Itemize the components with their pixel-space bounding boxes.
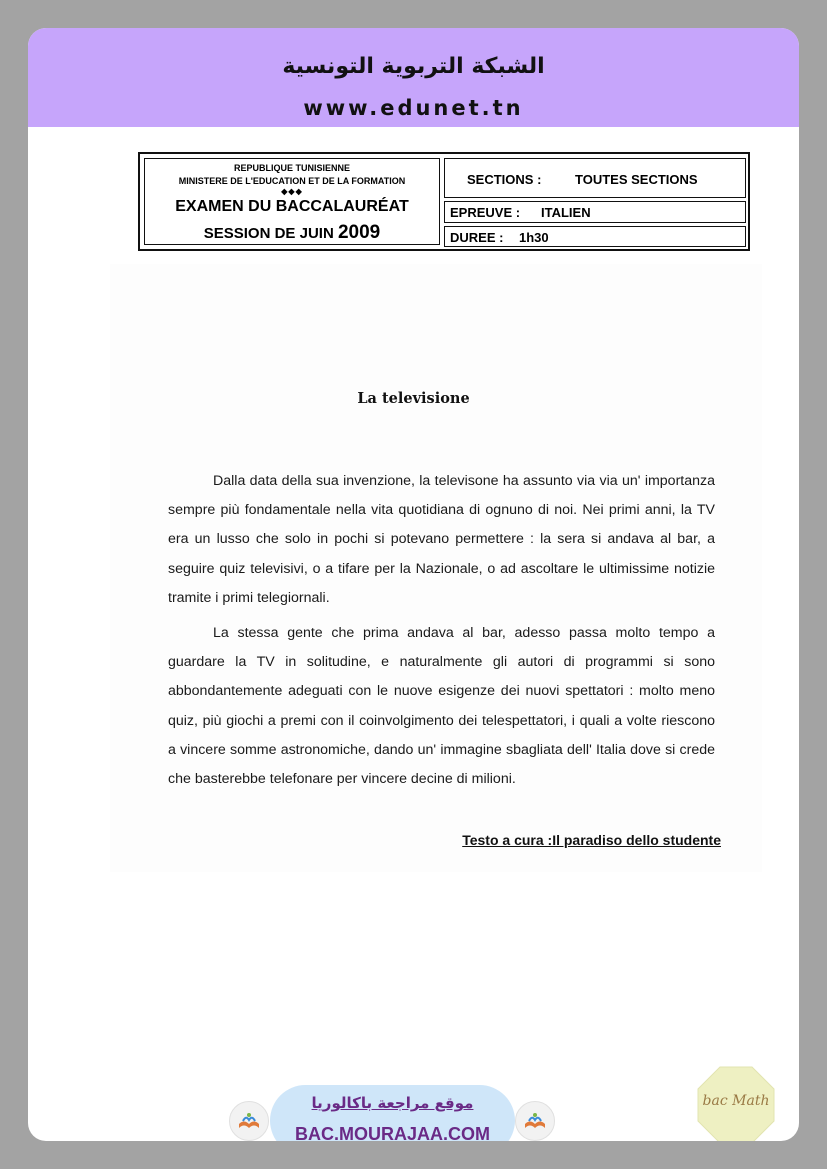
duree-label: DUREE : (450, 230, 504, 245)
epreuve-label: EPREUVE : (450, 205, 521, 220)
footer-url-link[interactable]: BAC.MOURAJAA.COM (295, 1124, 490, 1141)
republic-label: REPUBLIQUE TUNISIENNE (233, 163, 350, 173)
book-logo-icon (229, 1101, 269, 1141)
site-banner (28, 28, 799, 127)
banner-arabic-title: الشبكة التربوية التونسية (282, 54, 545, 79)
sections-label: SECTIONS : (467, 172, 542, 187)
session-year: 2009 (337, 222, 381, 243)
duree-value: 1h30 (519, 230, 549, 245)
session-label: SESSION DE JUIN (203, 225, 334, 242)
sections-cell (444, 158, 746, 198)
book-logo-icon (515, 1101, 555, 1141)
badge-text: bac Math (702, 1093, 770, 1109)
ministry-label: MINISTERE DE L'EDUCATION ET DE LA FORMATION (178, 176, 406, 186)
footer-arabic-link[interactable]: موقع مراجعة باكالوريا (311, 1094, 474, 1112)
exam-name: EXAMEN DU BACCALAURÉAT (175, 198, 409, 215)
exam-header-institution (144, 158, 440, 245)
paragraph-2: La stessa gente che prima andava al bar, adesso passa molto tempo a guardare la TV in solitudine, e naturalmente gli autori di programmi si sono abbondantemente adeguati con le nuove esigenze dei nuovi spettatori : molto meno quiz, più giochi a premi con il coinvolgimento dei telespettatori, i quali a volte riescono a vincere somme astronomiche, dando un' immagine sbagliata dell' Italia dove si crede che basterebbe telefonare per vincere decine di milioni. (168, 625, 715, 788)
paragraph-1: Dalla data della sua invenzione, la televisone ha assunto via via un' importanza sempre più fondamentale nella vita quotidiana di ognuno di noi. Nei primi anni, la TV era un lusso che solo in pochi si potevano permettere : la sera si andava al bar, a seguire quiz televisivi, o a tifare per la Nazionale, o ad ascoltare le ultimissime notizie tramite i primi telegiornali. (168, 473, 715, 606)
duree-cell (444, 226, 746, 247)
session-line (145, 222, 439, 244)
page-sheet (28, 28, 799, 1141)
exam-header-table (138, 152, 750, 251)
epreuve-cell (444, 201, 746, 223)
sections-value: TOUTES SECTIONS (575, 172, 698, 187)
source-credit: Testo a cura :Il paradiso dello studente (462, 832, 721, 848)
document-title: La televisione (357, 390, 470, 407)
ornament-divider: ◆◆◆ (281, 187, 303, 196)
bac-math-badge (696, 1065, 776, 1141)
document-body (168, 467, 715, 794)
banner-url-link[interactable]: www.edunet.tn (303, 96, 524, 120)
epreuve-value: ITALIEN (541, 205, 591, 220)
footer-site-pill[interactable] (270, 1085, 515, 1141)
